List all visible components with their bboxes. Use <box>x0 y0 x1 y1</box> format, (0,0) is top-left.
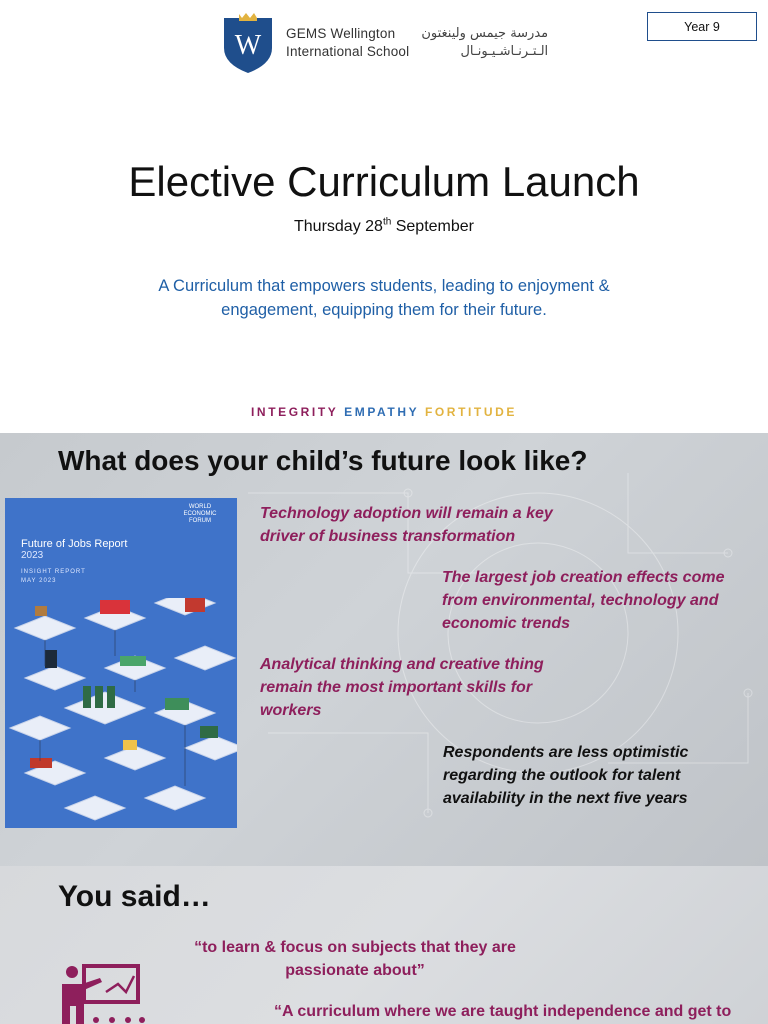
school-name-ar-line2: الـتـرنـاشـيـونـال <box>460 44 549 59</box>
teacher-presentation-icon <box>56 962 148 1024</box>
quote-job-creation: The largest job creation effects come from environmental, technology and economic trends <box>442 569 725 632</box>
school-name-line2: International School <box>286 44 410 59</box>
wef-line1: WORLD <box>188 504 212 510</box>
shield-icon <box>222 12 274 74</box>
report-sub1: INSIGHT REPORT <box>21 569 86 575</box>
slide-title <box>0 0 768 433</box>
school-logo <box>222 12 548 74</box>
school-name-ar-line1: مدرسة جيمس ولينغتون <box>421 26 549 41</box>
value-fortitude: FORTITUDE <box>424 405 517 419</box>
report-year: 2023 <box>21 550 44 561</box>
date-prefix: Thursday 28 <box>294 218 383 235</box>
student-quote-independence: “A curriculum where we are taught independence and get to <box>274 1003 732 1020</box>
event-date <box>0 218 768 236</box>
quote-analytical-thinking: Analytical thinking and creative thing remain the most important skills for workers <box>260 656 544 719</box>
quote-talent-outlook: Respondents are less optimistic regarding the outlook for talent availability in the next five years <box>443 744 689 807</box>
quote-technology-adoption: Technology adoption will remain a key driver of business transformation <box>260 505 553 545</box>
slide-you-said <box>0 866 768 1024</box>
value-integrity: INTEGRITY <box>251 405 339 419</box>
report-title: Future of Jobs Report <box>21 538 128 550</box>
slide-future <box>0 433 768 866</box>
school-values <box>0 405 768 419</box>
school-name-line1: GEMS Wellington <box>286 26 396 41</box>
isometric-illustration <box>5 598 237 828</box>
wef-line2: ECONOMIC <box>183 511 217 517</box>
slide2-title: What does your child’s future look like? <box>58 445 588 476</box>
date-suffix-sup: th <box>382 216 392 228</box>
report-subtitle <box>21 568 86 586</box>
logo-letter: W <box>234 30 262 61</box>
value-empathy: EMPATHY <box>344 405 419 419</box>
report-cover-image <box>5 498 237 828</box>
tagline: A Curriculum that empowers students, leading to enjoyment & engagement, equipping them for their future. <box>158 277 610 319</box>
wef-line3: FORUM <box>189 518 211 524</box>
page-title: Elective Curriculum Launch <box>128 158 640 205</box>
slide3-title: You said… <box>58 880 211 913</box>
wef-logo <box>175 504 225 525</box>
school-name-arabic <box>421 25 548 61</box>
student-quote-passionate: “to learn & focus on subjects that they are passionate about” <box>194 939 516 979</box>
report-sub2: MAY 2023 <box>21 578 57 584</box>
school-name-english <box>286 25 409 61</box>
year-badge: Year 9 <box>647 12 757 41</box>
date-month: September <box>391 218 474 235</box>
